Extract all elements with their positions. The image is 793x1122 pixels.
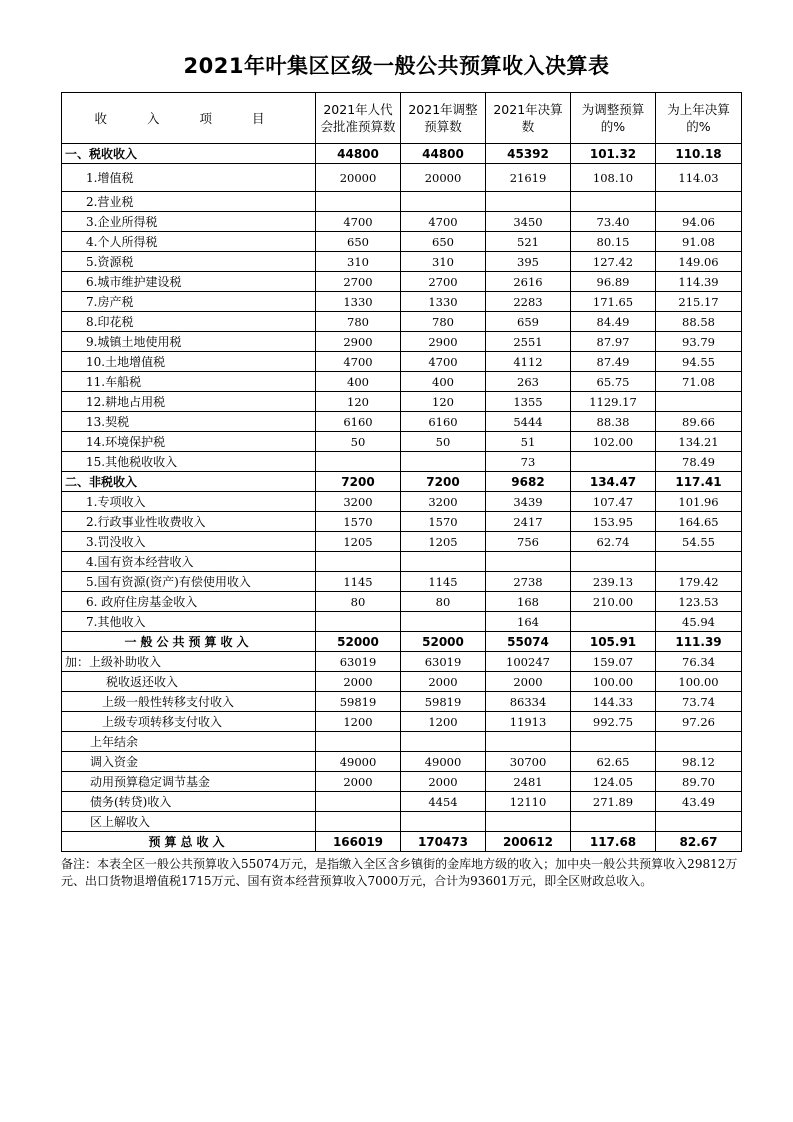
row-label: 1.增值税 (62, 164, 316, 192)
cell-pct-last-year: 54.55 (656, 532, 742, 552)
cell-final-account: 2417 (486, 512, 571, 532)
cell-final-account: 73 (486, 452, 571, 472)
cell-adjusted-budget: 120 (401, 392, 486, 412)
cell-pct-last-year: 123.53 (656, 592, 742, 612)
cell-adjusted-budget (401, 452, 486, 472)
cell-approved-budget: 3200 (316, 492, 401, 512)
cell-approved-budget (316, 192, 401, 212)
header-final-account: 2021年决算数 (486, 93, 571, 144)
cell-pct-last-year: 78.49 (656, 452, 742, 472)
cell-final-account: 756 (486, 532, 571, 552)
cell-pct-adjusted: 65.75 (571, 372, 656, 392)
cell-pct-adjusted (571, 452, 656, 472)
row-label: 6.城市维护建设税 (62, 272, 316, 292)
cell-pct-last-year: 45.94 (656, 612, 742, 632)
row-label: 2.营业税 (62, 192, 316, 212)
cell-adjusted-budget: 1205 (401, 532, 486, 552)
cell-approved-budget: 2900 (316, 332, 401, 352)
table-row (62, 812, 742, 832)
row-label: 4.国有资本经营收入 (62, 552, 316, 572)
cell-adjusted-budget: 44800 (401, 144, 486, 164)
cell-approved-budget (316, 552, 401, 572)
cell-pct-last-year: 117.41 (656, 472, 742, 492)
cell-approved-budget: 7200 (316, 472, 401, 492)
cell-final-account: 21619 (486, 164, 571, 192)
cell-pct-last-year: 89.66 (656, 412, 742, 432)
table-row (62, 512, 742, 532)
row-label: 13.契税 (62, 412, 316, 432)
cell-final-account: 3450 (486, 212, 571, 232)
cell-pct-adjusted: 239.13 (571, 572, 656, 592)
cell-adjusted-budget (401, 192, 486, 212)
cell-adjusted-budget: 80 (401, 592, 486, 612)
cell-pct-last-year: 91.08 (656, 232, 742, 252)
row-label: 5.国有资源(资产)有偿使用收入 (62, 572, 316, 592)
cell-adjusted-budget: 2000 (401, 672, 486, 692)
budget-table (61, 92, 742, 852)
cell-final-account: 12110 (486, 792, 571, 812)
cell-pct-last-year: 100.00 (656, 672, 742, 692)
cell-final-account (486, 732, 571, 752)
cell-adjusted-budget: 2000 (401, 772, 486, 792)
cell-approved-budget: 1330 (316, 292, 401, 312)
cell-approved-budget: 50 (316, 432, 401, 452)
cell-adjusted-budget: 49000 (401, 752, 486, 772)
row-label: 11.车船税 (62, 372, 316, 392)
row-label: 上级一般性转移支付收入 (62, 692, 316, 712)
cell-pct-adjusted: 271.89 (571, 792, 656, 812)
cell-pct-adjusted (571, 732, 656, 752)
cell-final-account: 3439 (486, 492, 571, 512)
row-label: 7.其他收入 (62, 612, 316, 632)
cell-pct-adjusted: 80.15 (571, 232, 656, 252)
cell-pct-adjusted: 107.47 (571, 492, 656, 512)
row-label: 8.印花税 (62, 312, 316, 332)
cell-pct-adjusted: 88.38 (571, 412, 656, 432)
cell-pct-adjusted: 84.49 (571, 312, 656, 332)
cell-pct-adjusted: 127.42 (571, 252, 656, 272)
cell-adjusted-budget: 4700 (401, 212, 486, 232)
page-title: 2021年叶集区区级一般公共预算收入决算表 (183, 54, 610, 78)
cell-approved-budget: 1570 (316, 512, 401, 532)
cell-pct-last-year: 179.42 (656, 572, 742, 592)
cell-approved-budget (316, 792, 401, 812)
cell-final-account: 55074 (486, 632, 571, 652)
table-row (62, 372, 742, 392)
cell-approved-budget: 1145 (316, 572, 401, 592)
cell-adjusted-budget: 6160 (401, 412, 486, 432)
cell-pct-last-year: 164.65 (656, 512, 742, 532)
table-row (62, 312, 742, 332)
cell-adjusted-budget (401, 732, 486, 752)
cell-approved-budget: 1200 (316, 712, 401, 732)
cell-pct-adjusted (571, 552, 656, 572)
cell-approved-budget: 2000 (316, 672, 401, 692)
cell-pct-adjusted (571, 612, 656, 632)
cell-final-account: 2481 (486, 772, 571, 792)
cell-pct-adjusted: 87.97 (571, 332, 656, 352)
cell-adjusted-budget: 310 (401, 252, 486, 272)
header-pct-last-year: 为上年决算的% (656, 93, 742, 144)
cell-pct-adjusted: 105.91 (571, 632, 656, 652)
cell-final-account: 2000 (486, 672, 571, 692)
cell-approved-budget: 44800 (316, 144, 401, 164)
cell-adjusted-budget: 4454 (401, 792, 486, 812)
cell-final-account (486, 192, 571, 212)
cell-pct-adjusted: 73.40 (571, 212, 656, 232)
cell-approved-budget (316, 452, 401, 472)
table-body (62, 144, 742, 852)
table-row (62, 792, 742, 812)
cell-pct-adjusted: 144.33 (571, 692, 656, 712)
table-row (62, 632, 742, 652)
cell-approved-budget: 2000 (316, 772, 401, 792)
row-label: 预算总收入 (62, 832, 316, 852)
cell-final-account (486, 552, 571, 572)
cell-final-account: 4112 (486, 352, 571, 372)
cell-final-account (486, 812, 571, 832)
table-row (62, 412, 742, 432)
cell-final-account: 395 (486, 252, 571, 272)
cell-final-account: 2551 (486, 332, 571, 352)
cell-final-account: 1355 (486, 392, 571, 412)
table-row (62, 692, 742, 712)
cell-final-account: 30700 (486, 752, 571, 772)
header-pct-adjusted: 为调整预算的% (571, 93, 656, 144)
cell-adjusted-budget: 650 (401, 232, 486, 252)
cell-pct-adjusted: 117.68 (571, 832, 656, 852)
cell-final-account: 521 (486, 232, 571, 252)
cell-pct-adjusted: 102.00 (571, 432, 656, 452)
cell-adjusted-budget: 400 (401, 372, 486, 392)
cell-adjusted-budget: 780 (401, 312, 486, 332)
row-label: 调入资金 (62, 752, 316, 772)
cell-adjusted-budget: 2700 (401, 272, 486, 292)
cell-pct-last-year (656, 732, 742, 752)
cell-pct-adjusted: 171.65 (571, 292, 656, 312)
cell-pct-last-year: 94.55 (656, 352, 742, 372)
cell-pct-last-year: 114.03 (656, 164, 742, 192)
cell-final-account: 11913 (486, 712, 571, 732)
row-label: 动用预算稳定调节基金 (62, 772, 316, 792)
cell-adjusted-budget: 63019 (401, 652, 486, 672)
cell-approved-budget: 20000 (316, 164, 401, 192)
cell-pct-last-year: 82.67 (656, 832, 742, 852)
cell-pct-last-year: 101.96 (656, 492, 742, 512)
cell-pct-last-year: 71.08 (656, 372, 742, 392)
cell-adjusted-budget (401, 612, 486, 632)
row-label: 14.环境保护税 (62, 432, 316, 452)
cell-pct-last-year: 76.34 (656, 652, 742, 672)
cell-adjusted-budget: 20000 (401, 164, 486, 192)
table-row (62, 572, 742, 592)
row-label: 7.房产税 (62, 292, 316, 312)
row-label: 债务(转贷)收入 (62, 792, 316, 812)
row-label: 3.企业所得税 (62, 212, 316, 232)
table-row (62, 652, 742, 672)
table-row (62, 212, 742, 232)
cell-approved-budget: 166019 (316, 832, 401, 852)
cell-pct-adjusted (571, 812, 656, 832)
row-label: 5.资源税 (62, 252, 316, 272)
cell-final-account: 263 (486, 372, 571, 392)
cell-pct-adjusted: 992.75 (571, 712, 656, 732)
row-label: 15.其他税收收入 (62, 452, 316, 472)
cell-pct-last-year: 98.12 (656, 752, 742, 772)
cell-final-account: 9682 (486, 472, 571, 492)
row-label: 2.行政事业性收费收入 (62, 512, 316, 532)
row-label: 加：上级补助收入 (62, 652, 316, 672)
cell-approved-budget: 780 (316, 312, 401, 332)
row-label: 一、税收收入 (62, 144, 316, 164)
table-row (62, 612, 742, 632)
table-row (62, 492, 742, 512)
cell-approved-budget: 400 (316, 372, 401, 392)
cell-approved-budget: 120 (316, 392, 401, 412)
cell-adjusted-budget: 7200 (401, 472, 486, 492)
table-row (62, 732, 742, 752)
cell-approved-budget: 49000 (316, 752, 401, 772)
cell-pct-adjusted (571, 192, 656, 212)
cell-adjusted-budget: 50 (401, 432, 486, 452)
cell-pct-last-year (656, 552, 742, 572)
footnote: 备注：本表全区一般公共预算收入55074万元，是指缴入全区含乡镇街的金库地方级的收入；加中央一般公共预算收入29812万元、出口货物退增值税1715万元、国有资本经营预算收入7000万元，合计为93601万元，即全区财政总收入。 (61, 857, 738, 888)
cell-approved-budget: 59819 (316, 692, 401, 712)
cell-approved-budget (316, 732, 401, 752)
table-row (62, 252, 742, 272)
row-label: 10.土地增值税 (62, 352, 316, 372)
cell-approved-budget: 4700 (316, 352, 401, 372)
table-row (62, 292, 742, 312)
cell-final-account: 200612 (486, 832, 571, 852)
cell-pct-adjusted: 62.74 (571, 532, 656, 552)
cell-final-account: 51 (486, 432, 571, 452)
cell-approved-budget: 1205 (316, 532, 401, 552)
cell-final-account: 659 (486, 312, 571, 332)
table-row (62, 352, 742, 372)
table-row (62, 592, 742, 612)
cell-adjusted-budget: 59819 (401, 692, 486, 712)
cell-pct-adjusted: 153.95 (571, 512, 656, 532)
cell-pct-adjusted: 100.00 (571, 672, 656, 692)
cell-approved-budget: 63019 (316, 652, 401, 672)
row-label: 上年结余 (62, 732, 316, 752)
row-label: 4.个人所得税 (62, 232, 316, 252)
cell-adjusted-budget: 52000 (401, 632, 486, 652)
table-row (62, 532, 742, 552)
cell-final-account: 45392 (486, 144, 571, 164)
row-label: 二、非税收入 (62, 472, 316, 492)
cell-adjusted-budget: 1145 (401, 572, 486, 592)
cell-pct-last-year: 89.70 (656, 772, 742, 792)
cell-final-account: 5444 (486, 412, 571, 432)
header-approved-budget: 2021年人代会批准预算数 (316, 93, 401, 144)
row-label: 1.专项收入 (62, 492, 316, 512)
cell-approved-budget: 6160 (316, 412, 401, 432)
cell-pct-last-year: 73.74 (656, 692, 742, 712)
table-row (62, 272, 742, 292)
cell-adjusted-budget: 3200 (401, 492, 486, 512)
cell-final-account: 2283 (486, 292, 571, 312)
row-label: 6. 政府住房基金收入 (62, 592, 316, 612)
cell-pct-adjusted: 210.00 (571, 592, 656, 612)
table-row (62, 672, 742, 692)
cell-pct-last-year: 134.21 (656, 432, 742, 452)
cell-approved-budget: 310 (316, 252, 401, 272)
cell-adjusted-budget: 1570 (401, 512, 486, 532)
table-row (62, 552, 742, 572)
cell-pct-adjusted: 134.47 (571, 472, 656, 492)
cell-approved-budget: 4700 (316, 212, 401, 232)
cell-approved-budget: 52000 (316, 632, 401, 652)
cell-approved-budget: 650 (316, 232, 401, 252)
table-row (62, 472, 742, 492)
cell-approved-budget: 2700 (316, 272, 401, 292)
cell-pct-adjusted: 62.65 (571, 752, 656, 772)
cell-pct-last-year (656, 812, 742, 832)
table-row (62, 752, 742, 772)
row-label: 12.耕地占用税 (62, 392, 316, 412)
row-label: 上级专项转移支付收入 (62, 712, 316, 732)
cell-final-account: 86334 (486, 692, 571, 712)
header-item: 收 入 项 目 (62, 93, 316, 144)
table-row (62, 144, 742, 164)
cell-pct-last-year: 94.06 (656, 212, 742, 232)
cell-final-account: 2616 (486, 272, 571, 292)
table-row (62, 772, 742, 792)
cell-pct-adjusted: 124.05 (571, 772, 656, 792)
cell-adjusted-budget: 1200 (401, 712, 486, 732)
cell-pct-last-year: 93.79 (656, 332, 742, 352)
cell-pct-adjusted: 159.07 (571, 652, 656, 672)
cell-pct-last-year: 149.06 (656, 252, 742, 272)
row-label: 税收返还收入 (62, 672, 316, 692)
cell-pct-adjusted: 96.89 (571, 272, 656, 292)
table-row (62, 192, 742, 212)
row-label: 区上解收入 (62, 812, 316, 832)
table-row (62, 712, 742, 732)
cell-adjusted-budget: 4700 (401, 352, 486, 372)
cell-approved-budget: 80 (316, 592, 401, 612)
cell-approved-budget (316, 612, 401, 632)
table-row (62, 164, 742, 192)
cell-pct-last-year: 111.39 (656, 632, 742, 652)
row-label: 一般公共预算收入 (62, 632, 316, 652)
header-adjusted-budget: 2021年调整预算数 (401, 93, 486, 144)
cell-pct-adjusted: 87.49 (571, 352, 656, 372)
table-row (62, 432, 742, 452)
cell-pct-last-year: 88.58 (656, 312, 742, 332)
cell-pct-last-year: 215.17 (656, 292, 742, 312)
cell-pct-adjusted: 108.10 (571, 164, 656, 192)
table-row (62, 832, 742, 852)
table-row (62, 332, 742, 352)
cell-final-account: 164 (486, 612, 571, 632)
table-row (62, 392, 742, 412)
cell-pct-last-year (656, 392, 742, 412)
cell-final-account: 168 (486, 592, 571, 612)
table-row (62, 232, 742, 252)
cell-pct-last-year: 97.26 (656, 712, 742, 732)
cell-pct-adjusted: 101.32 (571, 144, 656, 164)
cell-pct-last-year: 114.39 (656, 272, 742, 292)
cell-final-account: 2738 (486, 572, 571, 592)
table-row (62, 452, 742, 472)
cell-adjusted-budget: 1330 (401, 292, 486, 312)
cell-pct-last-year (656, 192, 742, 212)
cell-final-account: 100247 (486, 652, 571, 672)
cell-pct-adjusted: 1129.17 (571, 392, 656, 412)
cell-adjusted-budget: 2900 (401, 332, 486, 352)
row-label: 3.罚没收入 (62, 532, 316, 552)
cell-adjusted-budget (401, 552, 486, 572)
cell-pct-last-year: 43.49 (656, 792, 742, 812)
cell-adjusted-budget (401, 812, 486, 832)
row-label: 9.城镇土地使用税 (62, 332, 316, 352)
table-header-row (62, 93, 742, 144)
cell-adjusted-budget: 170473 (401, 832, 486, 852)
cell-approved-budget (316, 812, 401, 832)
cell-pct-last-year: 110.18 (656, 144, 742, 164)
